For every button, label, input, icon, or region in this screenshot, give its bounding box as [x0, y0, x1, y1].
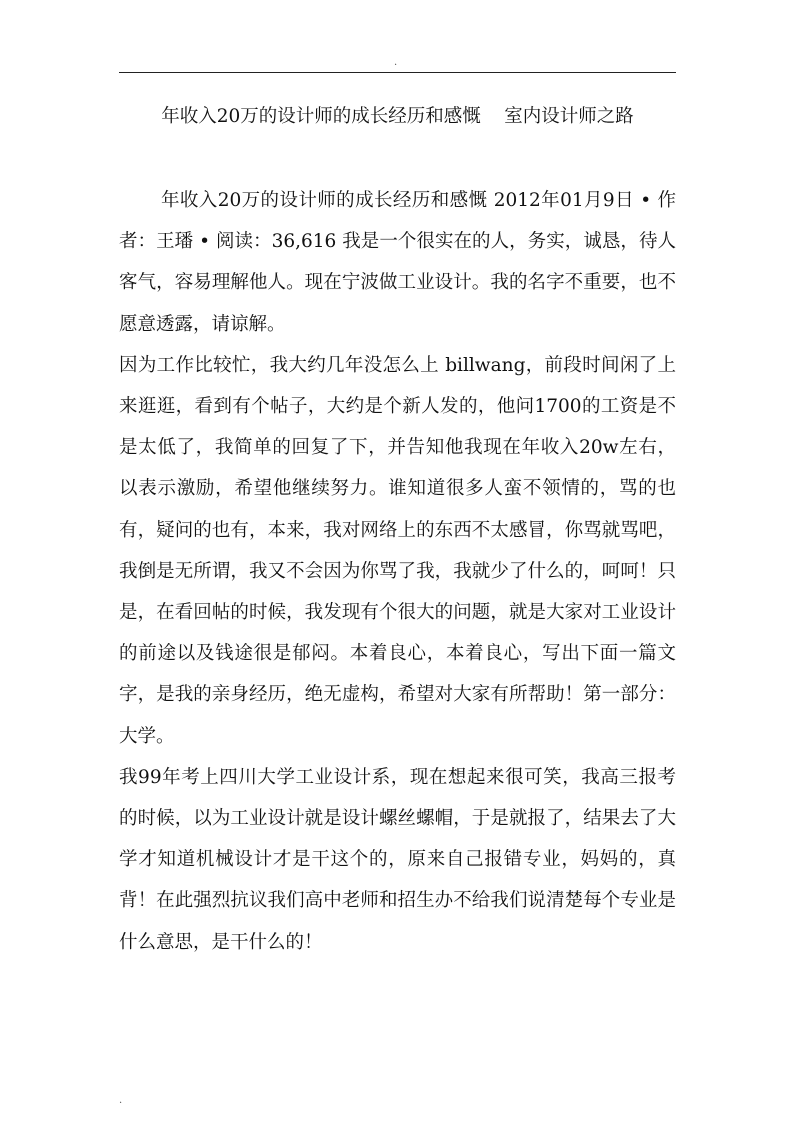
header-rule: [119, 72, 676, 73]
paragraph-background: 因为工作比较忙，我大约几年没怎么上 billwang，前段时间闲了上来逛逛，看到有个帖子，大约是个新人发的，他问1700的工资是不是太低了，我简单的回复了下，并告知他我现在年收入20w左右，以表示激励，希望他继续努力。谁知道很多人蛮不领情的，骂的也有，疑问的也有，本来，我对网络上的东西不太感冒，你骂就骂吧，我倒是无所谓，我又不会因为你骂了我，我就少了什么的，呵呵！只是，在看回帖的时候，我发现有个很大的问题，就是大家对工业设计的前途以及钱途很是郁闷。本着良心，本着良心，写出下面一篇文字，是我的亲身经历，绝无虚构，希望对大家有所帮助！第一部分：大学。: [119, 354, 676, 747]
paragraph-intro: 年收入20万的设计师的成长经历和感慨 2012年01月9日 • 作者：王璠 • 阅读：36,616 我是一个很实在的人，务实，诚恳，待人客气，容易理解他人。现在宁波做工业设计。我的名字不重要，也不愿意透露，请谅解。: [119, 190, 676, 335]
footer-mark: .: [119, 1095, 123, 1106]
document-body: [119, 180, 676, 963]
document-title: 年收入20万的设计师的成长经历和感慨 室内设计师之路: [161, 106, 634, 127]
header-mark: .: [394, 57, 398, 68]
paragraph-university: 我99年考上四川大学工业设计系，现在想起来很可笑，我高三报考的时候，以为工业设计就是设计螺丝螺帽，于是就报了，结果去了大学才知道机械设计才是干这个的，原来自己报错专业，妈妈的，真背！在此强烈抗议我们高中老师和招生办不给我们说清楚每个专业是什么意思，是干什么的！: [119, 766, 676, 953]
